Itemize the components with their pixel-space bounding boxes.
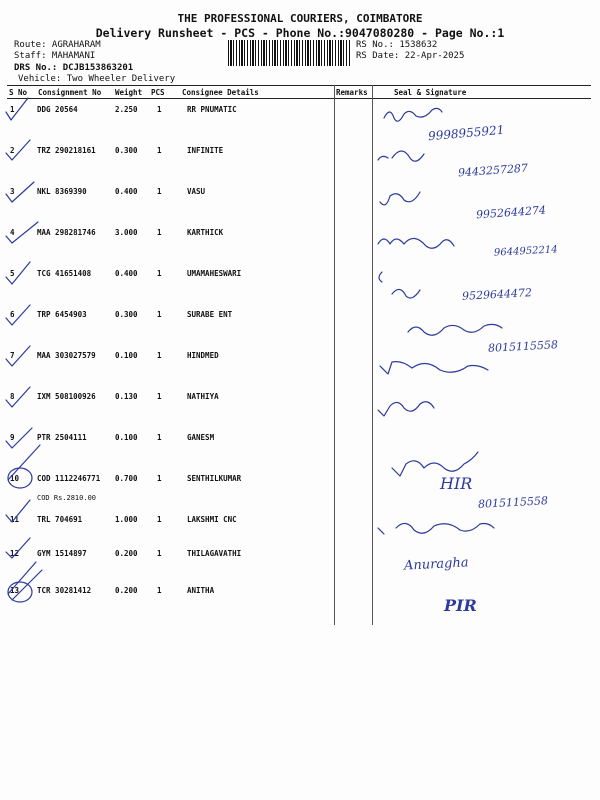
- row-consignee: LAKSHMI CNC: [187, 515, 237, 524]
- signature-initials: PIR: [444, 596, 477, 615]
- tick-mark: [6, 428, 32, 448]
- col-seal: Seal & Signature: [394, 88, 467, 97]
- rs-number: RS No.: 1538632: [356, 40, 438, 50]
- runsheet-subtitle: Delivery Runsheet - PCS - Phone No.:9047080280 - Page No.:1: [95, 26, 505, 40]
- route-label: Route: AGRAHARAM: [14, 40, 101, 50]
- row-weight: 1.000: [115, 515, 138, 524]
- signature-scribble: [380, 362, 488, 374]
- row-consignment: TRL 704691: [37, 515, 83, 524]
- signature-phone: 8015115558: [487, 338, 559, 355]
- tick-mark: [6, 305, 30, 325]
- col-pcs: PCS: [151, 88, 165, 97]
- row-consignee: RR PNUMATIC: [187, 105, 237, 114]
- row-consignee: VASU: [187, 187, 206, 196]
- row-sno: 2: [10, 146, 15, 155]
- vehicle-label: Vehicle: Two Wheeler Delivery: [18, 74, 176, 84]
- row-sno: 13: [10, 586, 20, 595]
- row-pcs: 1: [157, 351, 162, 360]
- col-weight: Weight: [115, 88, 143, 97]
- row-consignment: DDG 20564: [37, 105, 78, 114]
- row-pcs: 1: [157, 433, 162, 442]
- drs-number: DRS No.: DCJB153863201: [14, 63, 134, 73]
- signature-scribble: [379, 272, 420, 298]
- row-pcs: 1: [157, 549, 162, 558]
- signature-scribble: [392, 452, 478, 476]
- row-weight: 0.300: [115, 310, 138, 319]
- tick-mark: [6, 140, 30, 160]
- row-weight: 0.700: [115, 474, 138, 483]
- circle-mark: [8, 468, 32, 488]
- signature-phone: 9443257287: [457, 161, 529, 180]
- col-consignment: Consignment No: [38, 88, 102, 97]
- signature-scribble: [380, 192, 420, 205]
- row-consignee: ANITHA: [187, 586, 215, 595]
- row-consignment: TCG 41651408: [37, 269, 92, 278]
- row-sno: 10: [10, 474, 20, 483]
- row-consignee: GANESM: [187, 433, 215, 442]
- col-remarks: Remarks: [336, 88, 368, 97]
- signature-name: Anuragha: [403, 555, 469, 574]
- cod-amount: COD Rs.2810.00: [37, 494, 97, 502]
- row-consignee: HINDMED: [187, 351, 219, 360]
- row-sno: 12: [10, 549, 20, 558]
- signature-scribble: [408, 324, 502, 335]
- row-weight: 3.000: [115, 228, 138, 237]
- row-sno: 9: [10, 433, 15, 442]
- row-sno: 4: [10, 228, 15, 237]
- row-weight: 0.300: [115, 146, 138, 155]
- row-consignment: GYM 1514897: [37, 549, 87, 558]
- row-consignment: TRP 6454903: [37, 310, 87, 319]
- row-consignment: TCR 30281412: [37, 586, 92, 595]
- row-weight: 2.250: [115, 105, 138, 114]
- tick-mark: [6, 500, 30, 522]
- row-consignment: IXM 508100926: [37, 392, 96, 401]
- row-pcs: 1: [157, 105, 162, 114]
- signature-phone: 9529644472: [461, 286, 533, 303]
- row-consignee: SURABE ENT: [187, 310, 233, 319]
- row-consignee: INFINITE: [187, 146, 224, 155]
- signature-scribble: [378, 402, 434, 416]
- company-title: THE PROFESSIONAL COURIERS, COIMBATORE: [177, 12, 423, 25]
- col-sno: S No: [9, 88, 28, 97]
- tick-mark: [6, 538, 30, 558]
- tick-mark: [6, 262, 30, 284]
- row-sno: 7: [10, 351, 15, 360]
- tick-mark: [6, 222, 38, 243]
- staff-label: Staff: MAHAMANI: [14, 51, 96, 61]
- col-consignee: Consignee Details: [182, 88, 259, 97]
- tick-mark: [6, 98, 28, 120]
- row-sno: 5: [10, 269, 15, 278]
- signature-scribble: [378, 523, 494, 534]
- row-consignee: KARTHICK: [187, 228, 224, 237]
- row-pcs: 1: [157, 269, 162, 278]
- slash-mark: [8, 445, 40, 480]
- row-consignment: MAA 303027579: [37, 351, 96, 360]
- row-weight: 0.100: [115, 351, 138, 360]
- row-consignment: TRZ 290218161: [37, 146, 96, 155]
- row-weight: 0.400: [115, 187, 138, 196]
- rs-date: RS Date: 22-Apr-2025: [356, 51, 465, 61]
- row-pcs: 1: [157, 310, 162, 319]
- signature-initials: HIR: [440, 474, 473, 493]
- signature-phone: 9998955921: [427, 122, 505, 144]
- row-pcs: 1: [157, 515, 162, 524]
- row-sno: 6: [10, 310, 15, 319]
- signature-phone: 8015115558: [477, 494, 549, 511]
- row-pcs: 1: [157, 586, 162, 595]
- row-sno: 1: [10, 105, 15, 114]
- signature-phone: 9644952214: [493, 244, 558, 259]
- signature-phone: 9952644274: [475, 203, 547, 222]
- row-consignment: PTR 2504111: [37, 433, 87, 442]
- row-pcs: 1: [157, 146, 162, 155]
- row-consignee: SENTHILKUMAR: [187, 474, 242, 483]
- row-pcs: 1: [157, 228, 162, 237]
- row-weight: 0.400: [115, 269, 138, 278]
- row-sno: 8: [10, 392, 15, 401]
- row-consignment: COD 1112246771: [37, 474, 101, 483]
- row-pcs: 1: [157, 187, 162, 196]
- row-consignee: UMAMAHESWARI: [187, 269, 242, 278]
- row-weight: 0.200: [115, 586, 138, 595]
- signature-scribble: [378, 238, 454, 248]
- tick-mark: [6, 182, 34, 202]
- row-weight: 0.200: [115, 549, 138, 558]
- row-weight: 0.130: [115, 392, 138, 401]
- row-consignment: MAA 298281746: [37, 228, 96, 237]
- tick-mark: [6, 346, 30, 366]
- row-sno: 11: [10, 515, 20, 524]
- row-pcs: 1: [157, 474, 162, 483]
- signature-scribble: [378, 151, 424, 161]
- row-consignment: NKL 8369390: [37, 187, 87, 196]
- row-consignee: THILAGAVATHI: [187, 549, 242, 558]
- tick-mark: [6, 387, 30, 407]
- row-consignee: NATHIYA: [187, 392, 219, 401]
- row-sno: 3: [10, 187, 15, 196]
- signature-scribble: [384, 108, 442, 121]
- row-weight: 0.100: [115, 433, 138, 442]
- row-pcs: 1: [157, 392, 162, 401]
